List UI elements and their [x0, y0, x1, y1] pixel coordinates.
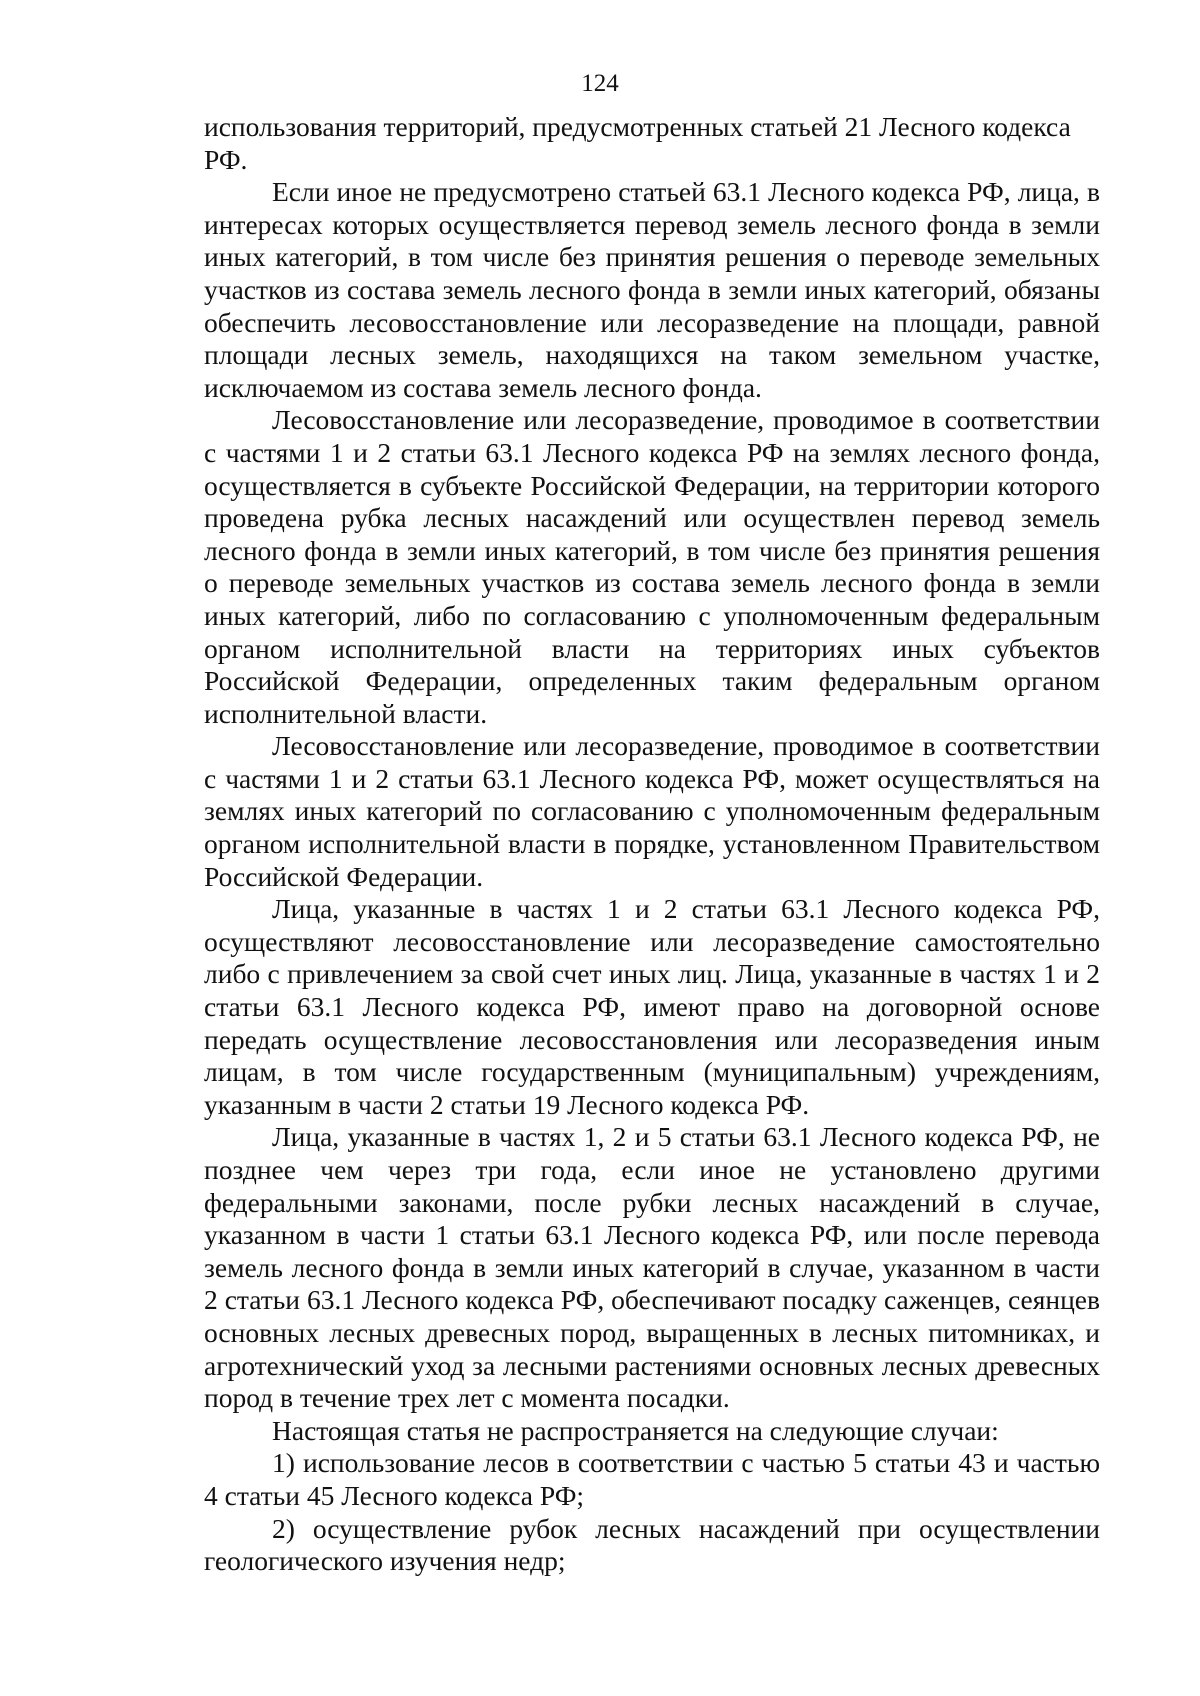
paragraph-performers: Лица, указанные в частях 1 и 2 статьи 63.1 Лесного кодекса РФ, осуществляют лесовосстановление или лесоразведение самостоятельно либо с привлечением за свой счет иных лиц. Лица, указанные в частях 1 и 2 статьи 63.1 Лесного кодекса РФ, имеют право на договорной основе передать осуществление лесовосстановления или лесоразведения иным лицам, в том числе государственным (муниципальным) учреждениям, указанным в части 2 статьи 19 Лесного кодекса РФ.	[204, 893, 1100, 1120]
paragraph-continuation: использования территорий, предусмотренных статьей 21 Лесного кодекса РФ.	[204, 111, 1071, 175]
paragraph-planting-deadline: Лица, указанные в частях 1, 2 и 5 статьи 63.1 Лесного кодекса РФ, не позднее чем через три года, если иное не установлено другими федеральными законами, после рубки лесных насаждений в случае, указанном в части 1 статьи 63.1 Лесного кодекса РФ, или после перевода земель лесного фонда в земли иных категорий в случае, указанном в части 2 статьи 63.1 Лесного кодекса РФ, обеспечивают посадку саженцев, сеянцев основных лесных древесных пород, выращенных в лесных питомниках, и агротехнический уход за лесными растениями основных лесных древесных пород в течение трех лет с момента посадки.	[204, 1121, 1100, 1414]
paragraph-reforestation-obligation: Если иное не предусмотрено статьей 63.1 Лесного кодекса РФ, лица, в интересах которых осуществляется перевод земель лесного фонда в земли иных категорий, в том числе без принятия решения о переводе земельных участков из состава земель лесного фонда в земли иных категорий, обязаны обеспечить лесовосстановление или лесоразведение на площади, равной площади лесных земель, находящихся на таком земельном участке, исключаемом из состава земель лесного фонда.	[204, 176, 1100, 403]
list-item-exception-2: 2) осуществление рубок лесных насаждений при осуществлении геологического изучения недр;	[204, 1512, 1100, 1577]
list-item-exception-1: 1) использование лесов в соответствии с частью 5 статьи 43 и частью 4 статьи 45 Лесного кодекса РФ;	[204, 1447, 1100, 1511]
document-body	[204, 111, 1100, 1578]
paragraph-exceptions-intro: Настоящая статья не распространяется на следующие случаи:	[272, 1414, 999, 1446]
page-number: 124	[581, 70, 619, 97]
paragraph-other-lands: Лесовосстановление или лесоразведение, проводимое в соответствии с частями 1 и 2 статьи 63.1 Лесного кодекса РФ, может осуществляться на землях иных категорий по согласованию с уполномоченным федеральным органом исполнительной власти в порядке, установленном Правительством Российской Федерации.	[204, 730, 1100, 892]
paragraph-reforestation-location: Лесовосстановление или лесоразведение, проводимое в соответствии с частями 1 и 2 статьи 63.1 Лесного кодекса РФ на землях лесного фонда, осуществляется в субъекте Российской Федерации, на территории которого проведена рубка лесных насаждений или осуществлен перевод земель лесного фонда в земли иных категорий, в том числе без принятия решения о переводе земельных участков из состава земель лесного фонда в земли иных категорий, либо по согласованию с уполномоченным федеральным органом исполнительной власти на территориях иных субъектов Российской Федерации, определенных таким федеральным органом исполнительной власти.	[204, 404, 1100, 729]
